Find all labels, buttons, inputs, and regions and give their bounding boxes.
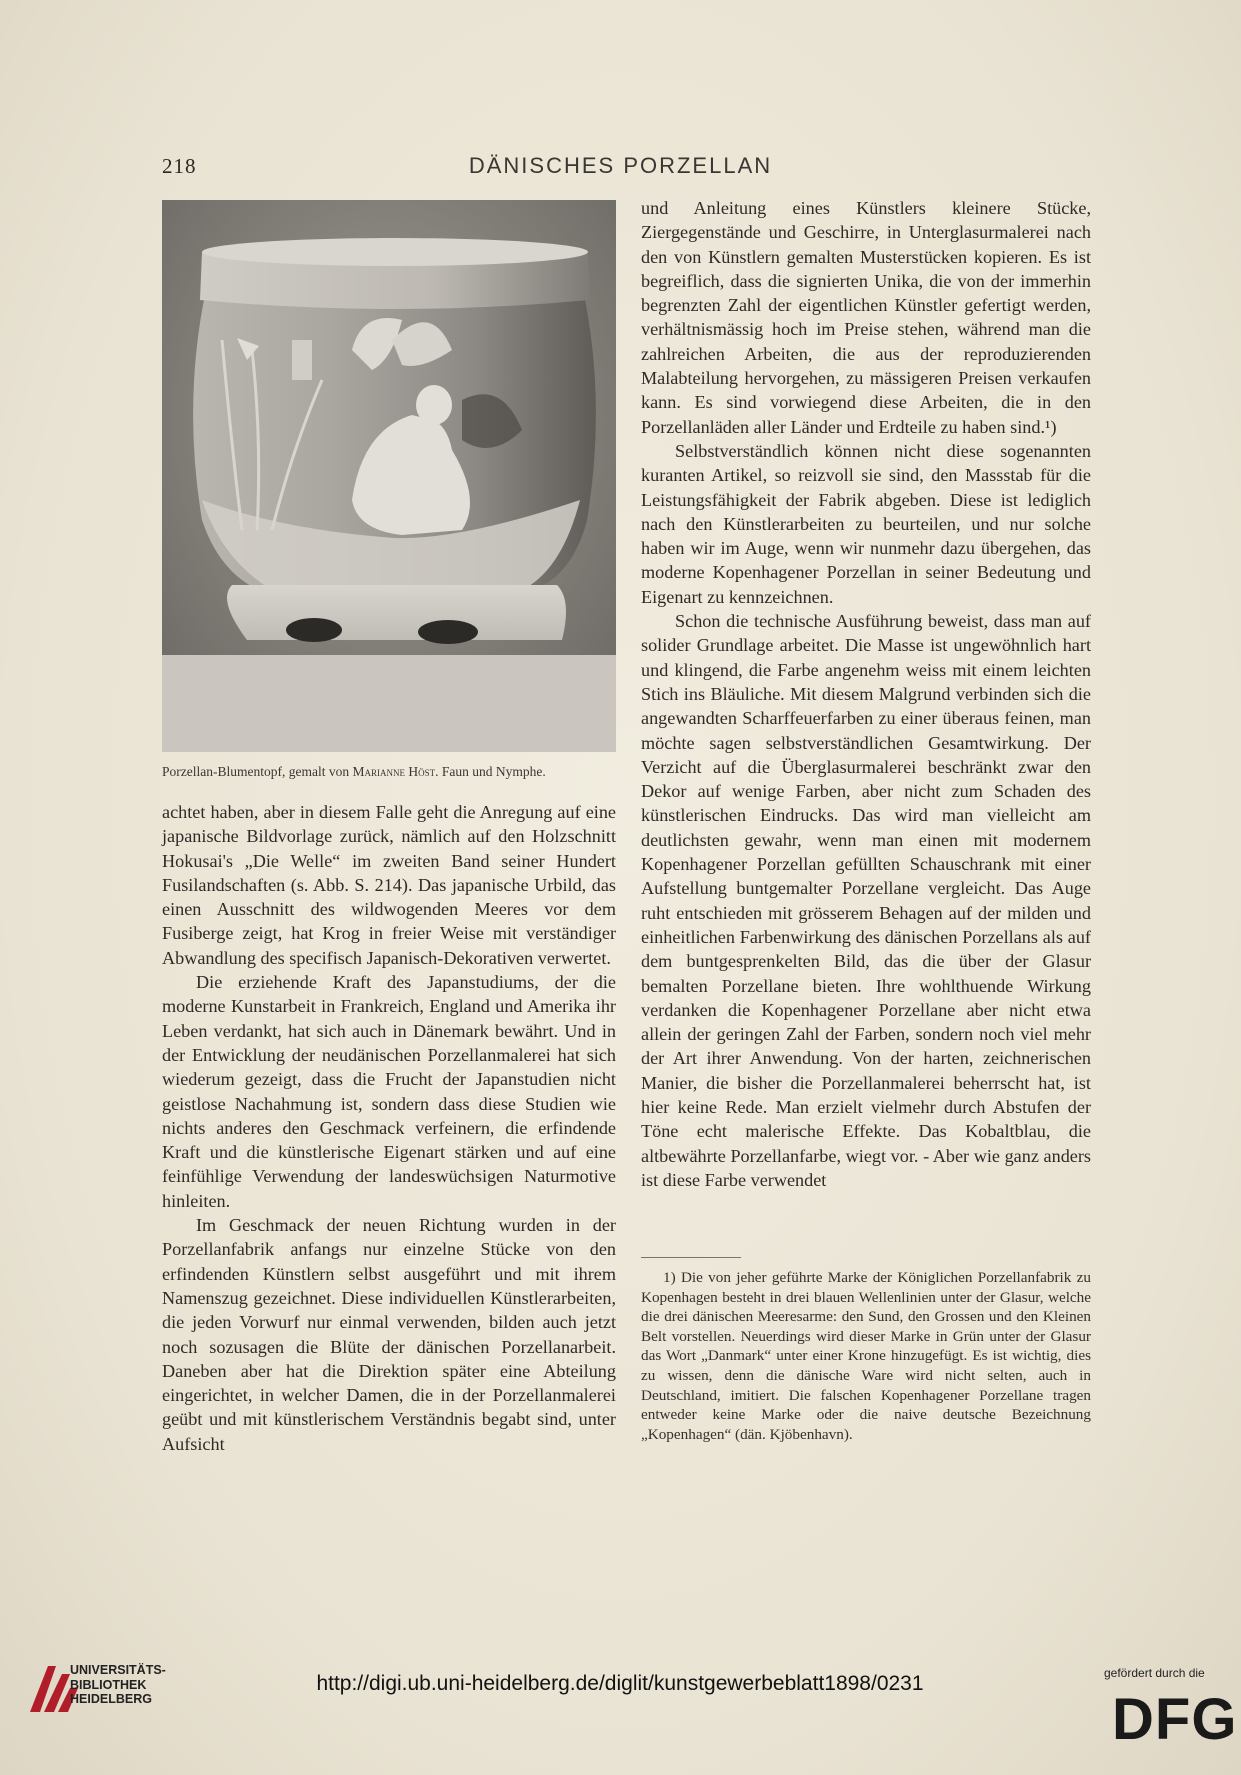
left-paragraph-1: achtet haben, aber in diesem Falle geht die Anregung auf eine japanische Bildvorlage zurück, nämlich auf den Holzschnitt Hokusai's „Die Welle“ im zweiten Band seiner Hundert Fusilandschaften (s. Abb. S. 214). Das japanische Urbild, das einen Ausschnitt des wildwogenden Meeres vor dem Fusiberge zeigt, hat Krog in freier Weise mit verständiger Abwandlung des specifisch Japanisch-Dekorativen verwertet. [162, 802, 616, 968]
library-name-line-1: UNIVERSITÄTS- [70, 1663, 166, 1677]
library-name-line-3: HEIDELBERG [70, 1692, 152, 1706]
right-paragraph-3: Schon die technische Ausführung beweist, dass man auf solider Grundlage arbeitet. Die Masse ist ungewöhnlich hart und klingend, die Farbe angenehm weiss mit einem leichten Stich ins Bläuliche. Mit diesem Malgrund verbinden sich die angewandten Scharffeuerfarben zu einer überaus feinen, man möchte sagen selbstverständlichen Gesamtwirkung. Der Verzicht auf die Überglasurmalerei beschränkt zwar den Dekor auf wenige Farben, aber nicht zum Schaden des künstlerischen Eindrucks. Das wird man vielleicht am deutlichsten gewahr, wenn man einen mit modernem Kopenhagener Porzellan gefüllten Schauschrank mit einer Aufstellung buntgemalter Porzellane vergleicht. Das Auge ruht entschieden mit grösserem Behagen auf der milden und einheitlichen Farbenwirkung des dänischen Porzellans als auf dem buntgesprenkelten Bild, das die über der Glasur bemalten Porzellane bieten. Ihre wohlthuende Wirkung verdanken die Kopenhagener Porzellane aber nicht etwa allein der geringen Zahl der Farben, sondern noch viel mehr der Art ihrer Anwendung. Von der harten, zeichnerischen Manier, die bisher die Porzellanmalerei beherrscht hat, ist hier keine Rede. Man erzielt vielmehr durch Abstufen der Töne echt malerische Effekte. Das Kobaltblau, die altbewährte Porzellanfarbe, wiegt vor. - Aber wie ganz anders ist diese Farbe verwendet [641, 611, 1091, 1190]
footnote-text: 1) Die von jeher geführte Marke der Königlichen Porzellanfabrik zu Kopenhagen besteht in drei blauen Wellenlinien unter der Glasur, welche die drei dänischen Meeresarme: den Sund, den Grossen und den Kleinen Belt vorstellen. Neuerdings wird dieser Marke in Grün unter der Glasur das Wort „Danmark“ unter einer Krone hinzugefügt. Es ist wichtig, dies zu wissen, denn die dänische Ware wird nicht selten, auch in Deutschland, imitiert. Die falschen Kopenhagener Porzellane tragen entweder keine Marke oder die naive deutsche Bezeichnung „Kopenhagen“ (dän. Kjöbenhavn). [641, 1269, 1091, 1443]
library-name [70, 1663, 166, 1707]
flowerpot-photo [162, 200, 616, 752]
source-url-link[interactable]: http://digi.ub.uni-heidelberg.de/diglit/kunstgewerbeblatt1898/0231 [316, 1672, 924, 1695]
flowerpot-illustration [162, 200, 616, 752]
left-paragraph-2: Die erziehende Kraft des Japanstudiums, der die moderne Kunstarbeit in Frankreich, England und Amerika ihr Leben verdankt, hat sich auch in Dänemark bewährt. Und in der Entwicklung der neudänischen Porzellanmalerei hat sich wiederum gezeigt, dass die Frucht der Japanstudien nicht geistlose Nachahmung ist, sondern dass diese Studien wie nichts anderes den Geschmack verfeinern, die erfindende Kraft und die künstlerische Eigenart stärken und auf eine feinfühlige Verwendung der landeswüchsigen Naturmotive hinleiten. [162, 972, 616, 1211]
right-paragraph-1: und Anleitung eines Künstlers kleinere Stücke, Ziergegenstände und Geschirre, in Unterglasurmalerei nach den von Künstlern gemalten Musterstücken kopieren. Es ist begreiflich, dass die signierten Unika, die von der immerhin begrenzten Zahl der eigentlichen Künstler gefertigt werden, verhältnismässig hoch im Preise stehen, während man die zahlreichen Arbeiten, die aus der reproduzierenden Malabteilung hervorgehen, zu mässigeren Preisen verkaufen kann. Es sind vorwiegend diese Arbeiten, die in den Porzellanläden aller Länder und Erdteile zu haben sind.¹) [641, 198, 1091, 437]
right-paragraph-2: Selbstverständlich können nicht diese sogenannten kuranten Artikel, so reizvoll sie sind, den Massstab für die Leistungsfähigkeit der Fabrik abgeben. Diese ist lediglich nach den Künstlerarbeiten zu beurteilen, und nur solche haben wir im Auge, wenn wir nunmehr dazu übergehen, das moderne Kopenhagener Porzellan in seiner Bedeutung und Eigenart zu kennzeichnen. [641, 440, 1091, 607]
page-number: 218 [162, 154, 197, 178]
left-paragraph-3: Im Geschmack der neuen Richtung wurden in der Porzellanfabrik anfangs nur einzelne Stücke von den erfindenden Künstlern selbst ausgeführt und mit ihrem Namenszug gezeichnet. Diese individuellen Künstlerarbeiten, die jeden Vorwurf nur einmal verwenden, bilden auch jetzt noch sozusagen die Blüte der dänischen Porzellanarbeit. Daneben aber hat die Direktion später eine Abteilung eingerichtet, in welcher Damen, die in der Porzellanmalerei geübt und mit künstlerischem Verständnis begabt sind, unter Aufsicht [162, 1215, 616, 1454]
right-column [641, 196, 1091, 1192]
left-column [162, 800, 616, 1456]
funding-label: gefördert durch die [1104, 1666, 1205, 1680]
caption-prefix: Porzellan-Blumentopf, gemalt von [162, 764, 353, 779]
footnote [641, 1268, 1091, 1444]
caption-artist: Marianne Höst [352, 764, 436, 779]
footnote-divider [641, 1257, 741, 1258]
running-title: DÄNISCHES PORZELLAN [468, 153, 773, 178]
figure-caption [162, 764, 622, 780]
caption-suffix: . Faun und Nymphe. [435, 764, 546, 779]
dfg-logo: DFG [1112, 1687, 1238, 1752]
library-name-line-2: BIBLIOTHEK [70, 1677, 147, 1692]
